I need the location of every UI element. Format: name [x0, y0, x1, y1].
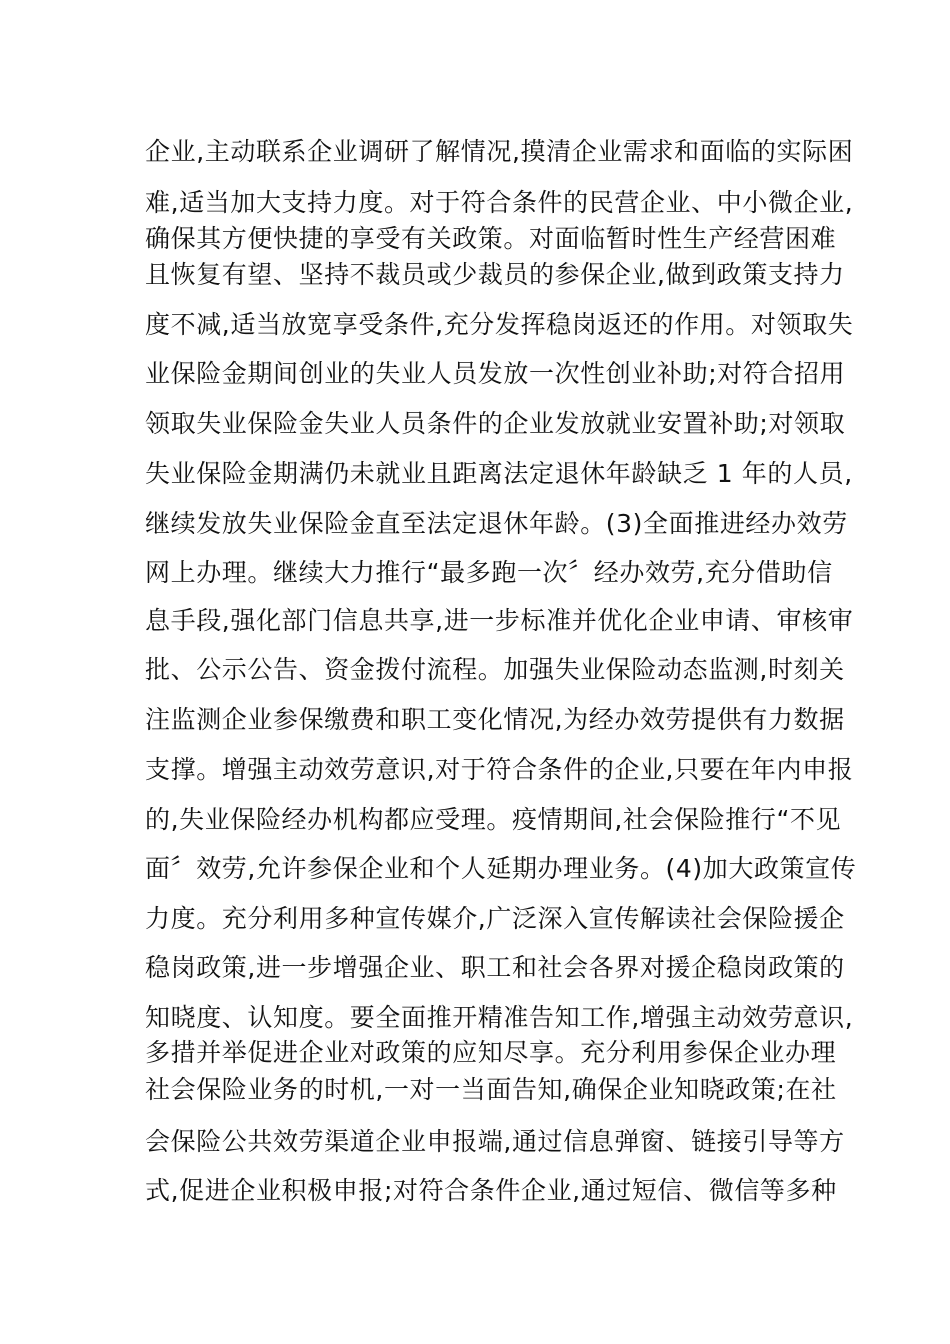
text-line: 度不减,适当放宽享受条件,充分发挥稳岗返还的作用。对领取失 [145, 310, 854, 339]
text-line: 且恢复有望、坚持不裁员或少裁员的参保企业,做到政策支持力 [145, 260, 845, 289]
text-line: 失业保险金期满仍未就业且距离法定退休年龄缺乏 1 年的人员, [145, 459, 853, 488]
text-line: 难,适当加大支持力度。对于符合条件的民营企业、中小微企业, [145, 188, 854, 217]
text-line: 力度。充分利用多种宣传媒介,广泛深入宣传解读社会保险援企 [145, 904, 845, 933]
text-line: 稳岗政策,进一步增强企业、职工和社会各界对援企稳岗政策的 [145, 953, 845, 982]
text-line: 业保险金期间创业的失业人员发放一次性创业补助;对符合招用 [145, 359, 846, 388]
text-line: 确保其方便快捷的享受有关政策。对面临暂时性生产经营困难 [145, 224, 837, 253]
text-line: 注监测企业参保缴费和职工变化情况,为经办效劳提供有力数据 [145, 705, 845, 734]
text-line: 面〞效劳,允许参保企业和个人延期办理业务。(4)加大政策宣传 [145, 854, 857, 883]
text-line: 多措并举促进企业对政策的应知尽享。充分利用参保企业办理 [145, 1038, 837, 1067]
text-line: 支撑。增强主动效劳意识,对于符合条件的企业,只要在年内申报 [145, 755, 854, 784]
text-line: 社会保险业务的时机,一对一当面告知,确保企业知晓政策;在社 [145, 1075, 837, 1104]
text-line: 会保险公共效劳渠道企业申报端,通过信息弹窗、链接引导等方 [145, 1127, 845, 1156]
text-line: 式,促进企业积极申报;对符合条件企业,通过短信、微信等多种 [145, 1176, 837, 1205]
text-line: 网上办理。继续大力推行“最多跑一次〞经办效劳,充分借助信 [145, 558, 833, 587]
text-line: 的,失业保险经办机构都应受理。疫情期间,社会保险推行“不见 [145, 805, 842, 834]
text-line: 息手段,强化部门信息共享,进一步标准并优化企业申请、审核审 [145, 606, 854, 635]
text-line: 继续发放失业保险金直至法定退休年龄。(3)全面推进经办效劳 [145, 509, 848, 538]
text-line: 企业,主动联系企业调研了解情况,摸清企业需求和面临的实际困 [145, 137, 854, 166]
text-line: 领取失业保险金失业人员条件的企业发放就业安置补助;对领取 [145, 409, 846, 438]
text-line: 批、公示公告、资金拨付流程。加强失业保险动态监测,时刻关 [145, 655, 845, 684]
text-line: 知晓度、认知度。要全面推开精准告知工作,增强主动效劳意识, [145, 1003, 854, 1032]
